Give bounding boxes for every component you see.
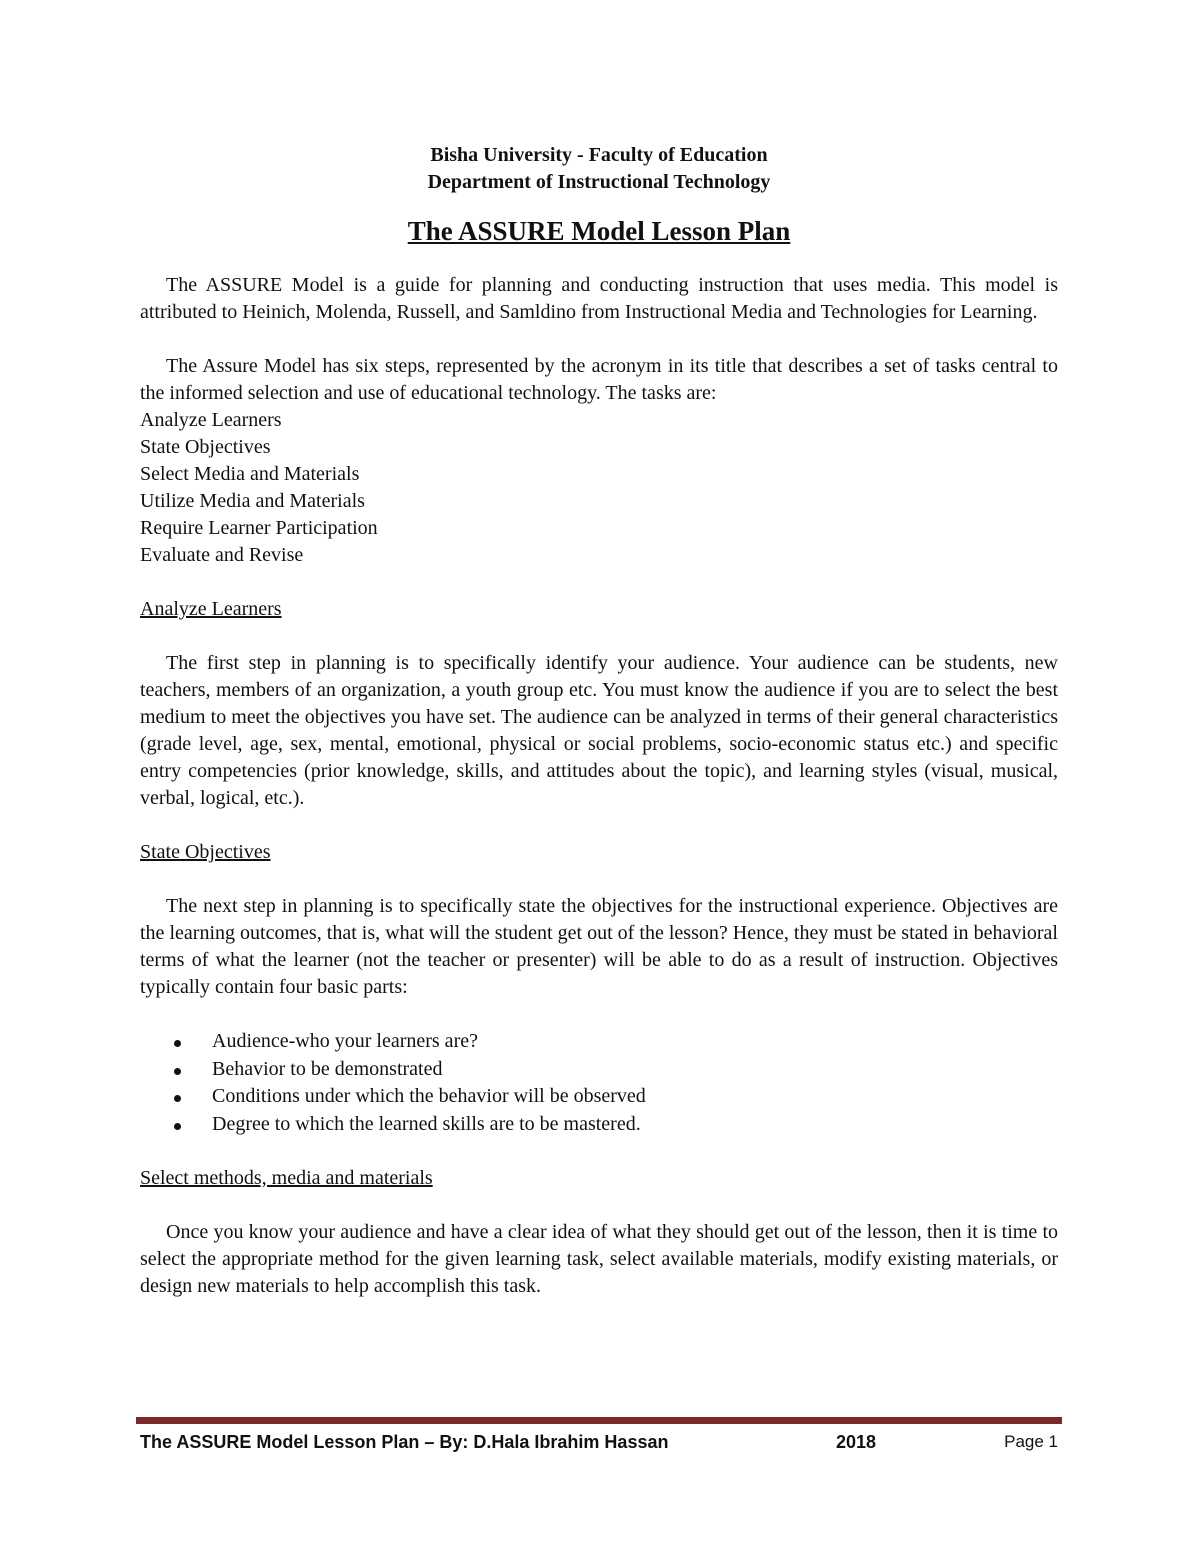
- intro-paragraph-1: The ASSURE Model is a guide for planning and conducting instruction that uses media. This model is attributed to Heinich, Molenda, Russell, and Samldino from Instructional Media and Technologies for Learning.: [140, 274, 1058, 323]
- page-number: Page 1: [1004, 1432, 1058, 1451]
- objectives-paragraph: The next step in planning is to specifically state the objectives for the instructional experience. Objectives are the learning outcomes, that is, what will the student get out of the lesson? Hence, they must be stated in behavioral terms of what the learner (not the teacher or presenter) will be able to do as a result of instruction. Objectives typically contain four basic parts:: [140, 895, 1058, 998]
- university-header: Bisha University - Faculty of Education: [430, 144, 768, 166]
- analyze-paragraph: The first step in planning is to specifically identify your audience. Your audience can be students, new teachers, members of an organization, a youth group etc. You must know the audience if you are to select the best medium to meet the objectives you have set. The audience can be analyzed in terms of their general characteristics (grade level, age, sex, mental, emotional, physical or social problems, socio-economic status etc.) and specific entry competencies (prior knowledge, skills, and attitudes about the topic), and learning styles (visual, musical, verbal, logical, etc.).: [140, 652, 1058, 809]
- list-item: Evaluate and Revise: [140, 544, 304, 566]
- section-heading-objectives: State Objectives: [140, 841, 271, 863]
- select-paragraph: Once you know your audience and have a clear idea of what they should get out of the lesson, then it is time to select the appropriate method for the given learning task, select available materials, modify existing materials, or design new materials to help accomplish this task.: [140, 1221, 1058, 1297]
- footer-divider: [136, 1417, 1062, 1424]
- footer-year: 2018: [836, 1432, 877, 1452]
- list-item: Behavior to be demonstrated: [186, 1056, 1058, 1084]
- page-footer: [140, 1432, 1062, 1462]
- list-item: Utilize Media and Materials: [140, 490, 365, 512]
- section-heading-analyze: Analyze Learners: [140, 598, 282, 620]
- page-content: [140, 142, 1058, 1300]
- intro-paragraph-2: The Assure Model has six steps, represented by the acronym in its title that describes a set of tasks central to the informed selection and use of educational technology. The tasks are:: [140, 355, 1058, 404]
- objective-parts-list: [140, 1028, 1058, 1138]
- bullet-icon: [174, 1040, 181, 1047]
- list-item: Conditions under which the behavior will be observed: [186, 1083, 1058, 1111]
- task-list: [140, 407, 1058, 569]
- page-title: The ASSURE Model Lesson Plan: [407, 216, 791, 246]
- bullet-icon: [174, 1123, 181, 1130]
- section-heading-select: Select methods, media and materials: [140, 1167, 433, 1189]
- list-item: Degree to which the learned skills are to be mastered.: [186, 1111, 1058, 1139]
- list-item: Analyze Learners: [140, 409, 282, 431]
- list-item: Audience-who your learners are?: [186, 1028, 1058, 1056]
- list-item: State Objectives: [140, 436, 271, 458]
- list-item: Require Learner Participation: [140, 517, 378, 539]
- list-item: Select Media and Materials: [140, 463, 360, 485]
- footer-title: The ASSURE Model Lesson Plan – By: D.Hala Ibrahim Hassan: [140, 1432, 669, 1452]
- bullet-icon: [174, 1068, 181, 1075]
- bullet-icon: [174, 1095, 181, 1102]
- department-header: Department of Instructional Technology: [427, 171, 771, 193]
